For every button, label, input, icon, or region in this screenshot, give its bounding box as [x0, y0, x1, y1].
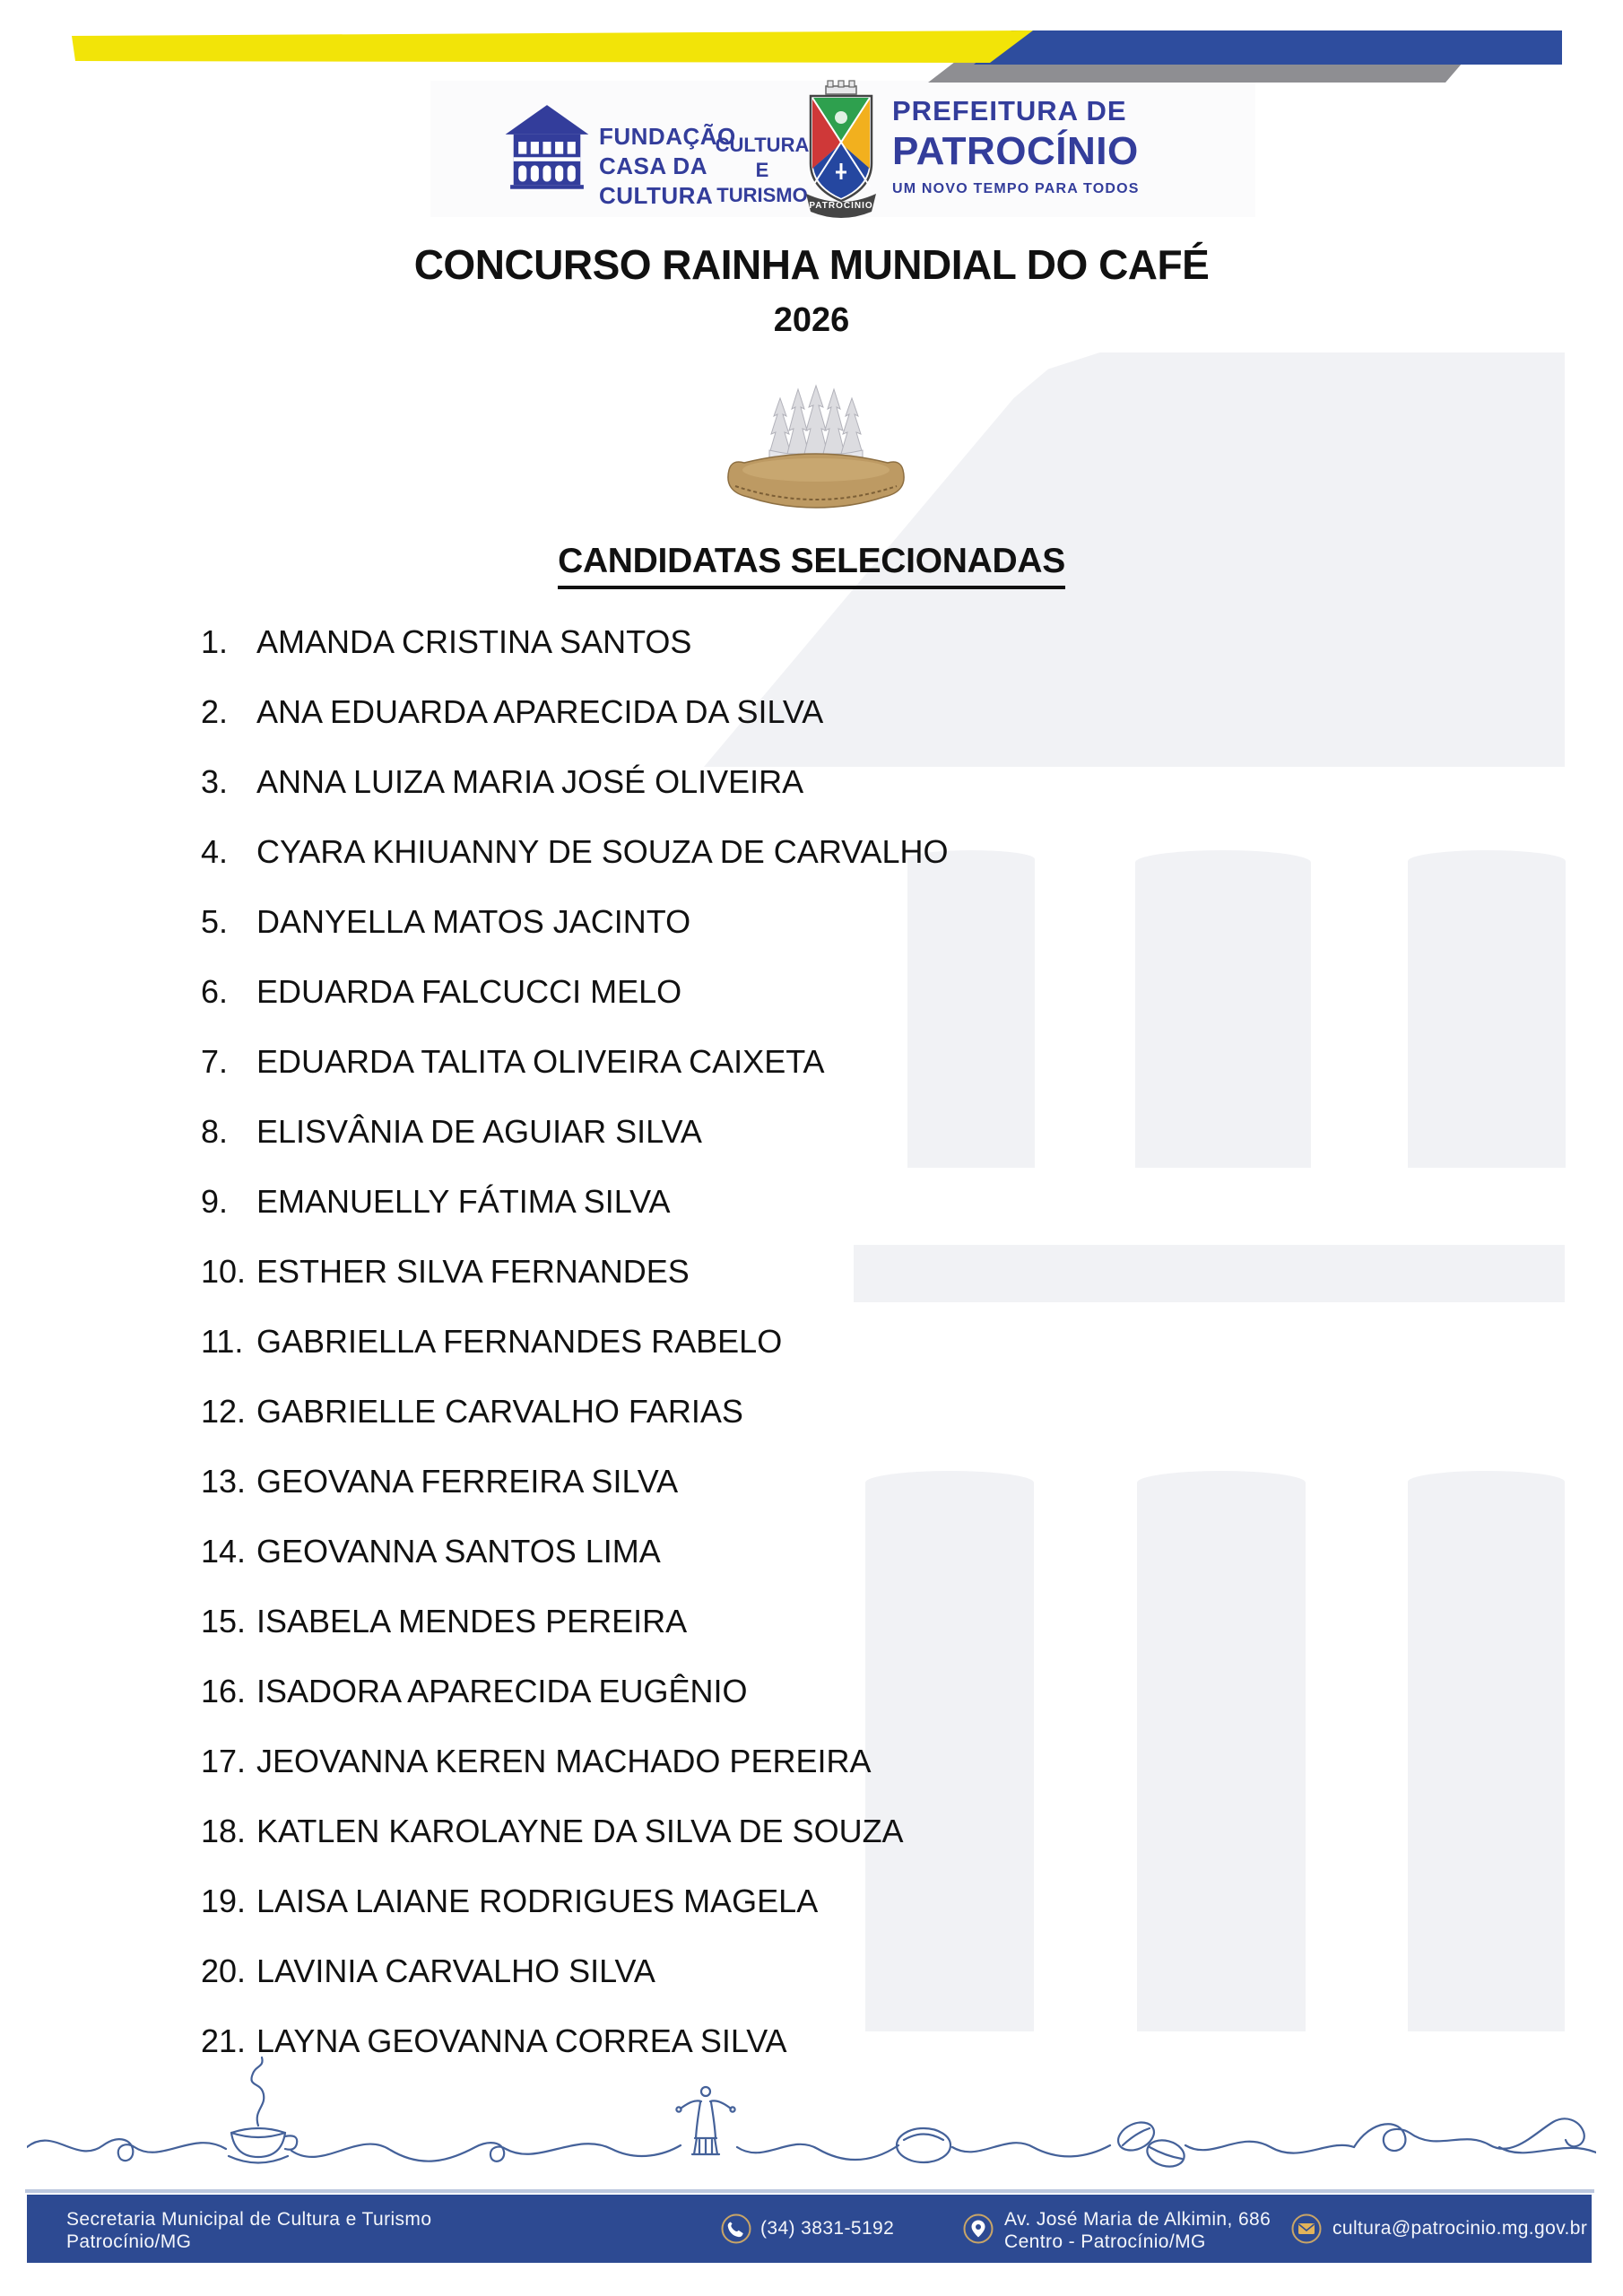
footer-org-line2: Patrocínio/MG [66, 2231, 192, 2252]
list-item [201, 622, 949, 692]
list-item [201, 1252, 949, 1322]
candidate-name: GABRIELLE CARVALHO FARIAS [256, 1393, 743, 1430]
list-item-number: 18. [201, 1813, 247, 1849]
watermark-arch [1135, 850, 1311, 1168]
watermark-arch [1137, 1471, 1306, 2031]
prefeitura-tagline: UM NOVO TEMPO PARA TODOS [892, 181, 1140, 196]
list-item [201, 1952, 949, 2022]
phone-icon [719, 2212, 753, 2246]
list-item [201, 2022, 949, 2092]
list-item-number: 3. [201, 763, 229, 800]
list-item [201, 1742, 949, 1812]
list-item-number: 7. [201, 1043, 229, 1080]
list-item-number: 21. [201, 2022, 247, 2059]
candidate-name: ELISVÂNIA DE AGUIAR SILVA [256, 1113, 702, 1150]
list-item-number: 4. [201, 833, 229, 870]
footer-bar [27, 2195, 1592, 2263]
christ-redeemer-figure [676, 2087, 734, 2154]
list-item-number: 15. [201, 1603, 247, 1639]
fundacao-line1: FUNDAÇÃO [599, 123, 736, 150]
list-item-number: 1. [201, 623, 229, 660]
list-item [201, 902, 949, 972]
candidate-name: KATLEN KAROLAYNE DA SILVA DE SOUZA [256, 1813, 904, 1849]
list-item [201, 1672, 949, 1742]
fundacao-line2: CASA DA [599, 152, 707, 179]
page-year: 2026 [773, 301, 850, 339]
list-item-number: 20. [201, 1952, 247, 1989]
list-item [201, 1812, 949, 1882]
candidate-name: JEOVANNA KEREN MACHADO PEREIRA [256, 1743, 872, 1779]
list-item [201, 972, 949, 1042]
list-item [201, 1112, 949, 1182]
prefeitura-line1: PREFEITURA DE [892, 95, 1127, 126]
list-item-number: 17. [201, 1743, 247, 1779]
candidate-name: EDUARDA TALITA OLIVEIRA CAIXETA [256, 1043, 825, 1080]
candidate-name: CYARA KHIUANNY DE SOUZA DE CARVALHO [256, 833, 949, 870]
footer-org [66, 2208, 431, 2253]
candidate-name: LAVINIA CARVALHO SILVA [256, 1952, 655, 1989]
list-item-number: 6. [201, 973, 229, 1010]
crown-on-pillow-image [717, 378, 915, 513]
candidate-name: DANYELLA MATOS JACINTO [256, 903, 691, 940]
list-item [201, 1042, 949, 1112]
email-icon [1289, 2212, 1324, 2246]
casa-da-cultura-building-icon [502, 100, 592, 192]
list-item-number: 8. [201, 1113, 229, 1150]
candidate-name: ESTHER SILVA FERNANDES [256, 1253, 690, 1290]
list-item-number: 12. [201, 1393, 247, 1430]
candidate-name: ANA EDUARDA APARECIDA DA SILVA [256, 693, 824, 730]
watermark-arch [1408, 1471, 1565, 2031]
candidates-list [201, 622, 949, 2092]
section-heading: CANDIDATAS SELECIONADAS [558, 542, 1065, 589]
list-item-number: 10. [201, 1253, 247, 1290]
blue-stripe [974, 30, 1562, 65]
list-item [201, 1882, 949, 1952]
yellow-stripe [72, 30, 1033, 63]
list-item-number: 11. [201, 1323, 244, 1360]
section-heading-wrap [0, 542, 1623, 589]
candidate-name: LAISA LAIANE RODRIGUES MAGELA [256, 1883, 819, 1919]
footer-address-line2: Centro - Patrocínio/MG [1004, 2231, 1206, 2252]
coffee-beans-doodle [1114, 2117, 1187, 2170]
fundacao-line3: CULTURA [599, 182, 714, 209]
footer-address [1004, 2208, 1271, 2253]
candidate-name: AMANDA CRISTINA SANTOS [256, 623, 692, 660]
candidate-name: GEOVANNA SANTOS LIMA [256, 1533, 661, 1570]
prefeitura-line2: PATROCÍNIO [892, 129, 1139, 173]
candidate-name: EMANUELLY FÁTIMA SILVA [256, 1183, 671, 1220]
list-item-number: 13. [201, 1463, 247, 1500]
list-item [201, 832, 949, 902]
list-item [201, 692, 949, 762]
candidate-name: ISADORA APARECIDA EUGÊNIO [256, 1673, 748, 1709]
list-item-number: 16. [201, 1673, 247, 1709]
list-item [201, 1392, 949, 1462]
list-item [201, 1532, 949, 1602]
candidate-name: ISABELA MENDES PEREIRA [256, 1603, 688, 1639]
list-item-number: 19. [201, 1883, 247, 1919]
shield-banner-text: PATROCÍNIO [809, 201, 873, 211]
candidate-name: GABRIELLA FERNANDES RABELO [256, 1323, 783, 1360]
candidate-name: GEOVANA FERREIRA SILVA [256, 1463, 679, 1500]
list-item [201, 1602, 949, 1672]
footer-address-line1: Av. José Maria de Alkimin, 686 [1004, 2209, 1271, 2230]
cultura-turismo-label: CULTURA E TURISMO [715, 134, 810, 206]
list-item-number: 14. [201, 1533, 247, 1570]
page-title: CONCURSO RAINHA MUNDIAL DO CAFÉ [413, 241, 1210, 288]
list-item [201, 1322, 949, 1392]
prefeitura-logo-text [892, 95, 1140, 197]
list-item [201, 1182, 949, 1252]
list-item-number: 2. [201, 693, 229, 730]
candidate-name: ANNA LUIZA MARIA JOSÉ OLIVEIRA [256, 763, 804, 800]
footer-email: cultura@patrocinio.mg.gov.br [1332, 2218, 1588, 2239]
list-item-number: 5. [201, 903, 229, 940]
footer-phone: (34) 3831-5192 [760, 2218, 895, 2239]
candidate-name: EDUARDA FALCUCCI MELO [256, 973, 682, 1010]
watermark-arch [1408, 850, 1566, 1168]
list-item [201, 1462, 949, 1532]
patrocinio-coat-of-arms [801, 77, 881, 221]
list-item-number: 9. [201, 1183, 229, 1220]
footer-divider [25, 2189, 1594, 2193]
footer-org-line1: Secretaria Municipal de Cultura e Turismo [66, 2209, 432, 2230]
candidate-name: LAYNA GEOVANNA CORREA SILVA [256, 2022, 787, 2059]
watermark-band [854, 1245, 1565, 1302]
list-item [201, 762, 949, 832]
location-icon [961, 2212, 995, 2246]
